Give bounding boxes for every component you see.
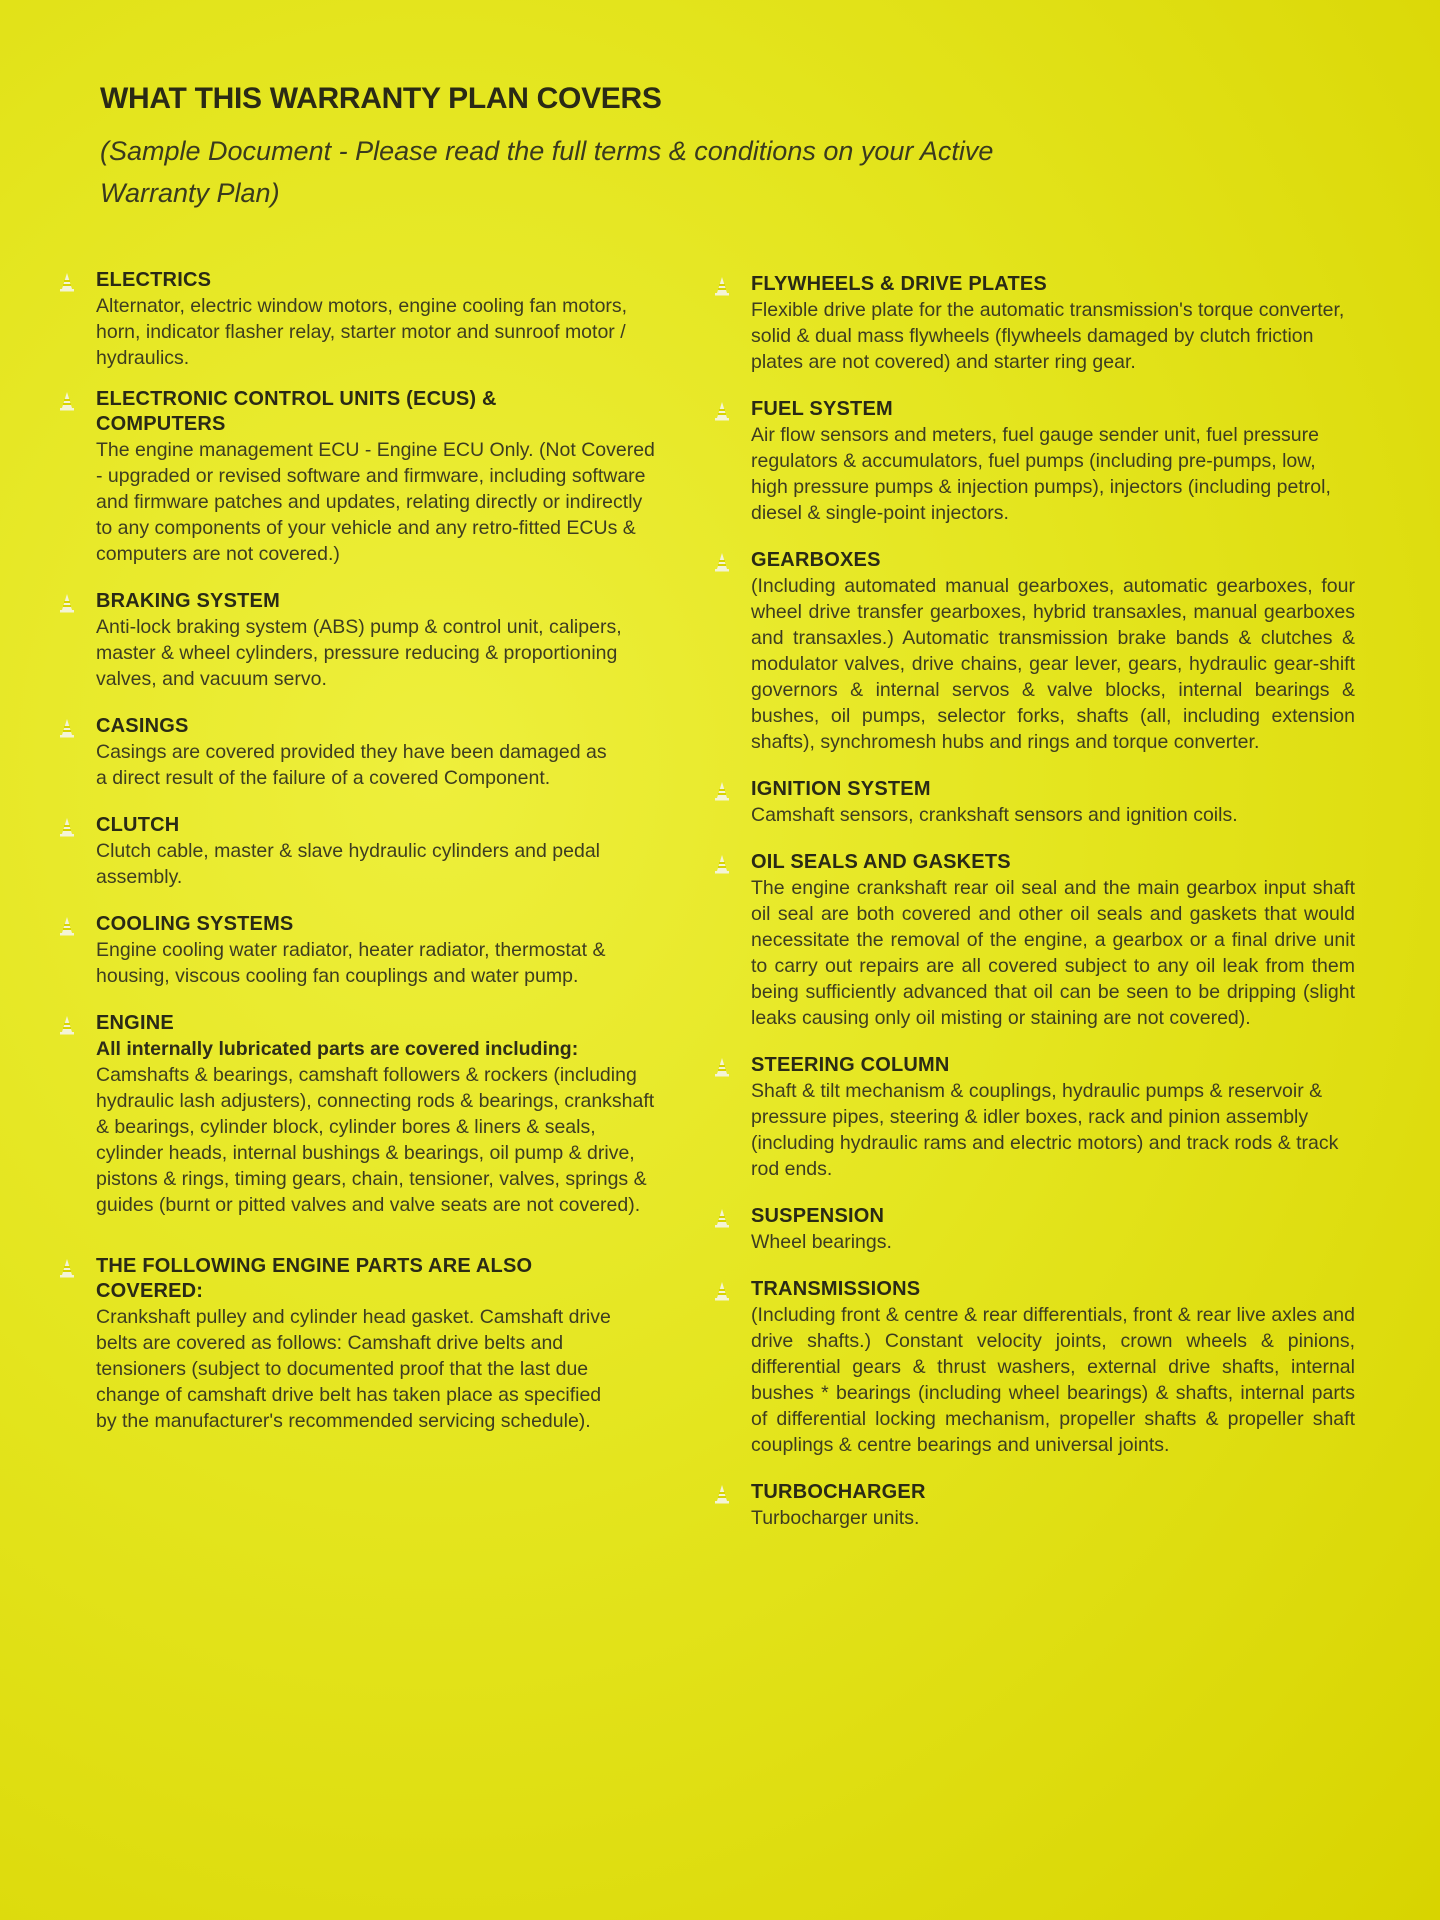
section-body: Air flow sensors and meters, fuel gauge sender unit, fuel pressure regulators & accumulators, fuel pumps (including pre-pumps, low, high pressure pumps & injection pumps), injectors (including petrol, diesel & single-point injectors. <box>751 424 1331 524</box>
section-title: OIL SEALS AND GASKETS <box>751 851 1011 873</box>
section-body <box>96 1036 656 1218</box>
section-title: SUSPENSION <box>751 1205 885 1227</box>
cone-bullet-icon <box>713 1281 731 1301</box>
section-body: Crankshaft pulley and cylinder head gasket. Camshaft drive belts are covered as follows: Camshaft drive belts and tensioners (subject to documented proof that the last due change of camshaft drive belt has taken place as specified by the manufacturer's recommended servicing schedule). <box>96 1306 611 1432</box>
section-gearboxes <box>705 548 1355 755</box>
section-body: Alternator, electric window motors, engine cooling fan motors, horn, indicator flasher relay, starter motor and sunroof motor / hydraulics. <box>96 295 628 369</box>
page-title: WHAT THIS WARRANTY PLAN COVERS <box>100 82 662 115</box>
cone-bullet-icon <box>713 1208 731 1228</box>
section-title: TRANSMISSIONS <box>751 1278 921 1300</box>
section-title: CASINGS <box>96 715 189 737</box>
cone-bullet-icon <box>713 401 731 421</box>
section-body: Flexible drive plate for the automatic transmission's torque converter, solid & dual mass flywheels (flywheels damaged by clutch friction plates are not covered) and starter ring gear. <box>751 299 1345 373</box>
cone-bullet-icon <box>58 272 76 292</box>
section-body: The engine crankshaft rear oil seal and the main gearbox input shaft oil seal are both covered and other oil seals and gaskets that would necessitate the removal of the engine, a gearbox or a final drive unit to carry out repairs are all covered subject to any oil leak from them being sufficiently advanced that oil can be seen to be dripping (slight leaks causing only oil misting or staining are not covered). <box>751 877 1355 1029</box>
cone-bullet-icon <box>58 391 76 411</box>
section-title: IGNITION SYSTEM <box>751 778 931 800</box>
section-ignition-system <box>705 777 1355 828</box>
document-header <box>100 82 1100 214</box>
section-electrics <box>50 268 660 371</box>
section-body: Anti-lock braking system (ABS) pump & control unit, calipers, master & wheel cylinders, pressure reducing & proportioning valves, and vacuum servo. <box>96 616 622 690</box>
section-fuel-system <box>705 397 1355 526</box>
cone-bullet-icon <box>58 916 76 936</box>
cone-bullet-icon <box>58 593 76 613</box>
section-body: Engine cooling water radiator, heater radiator, thermostat & housing, viscous cooling fan couplings and water pump. <box>96 939 606 987</box>
engine-body-text: Camshafts & bearings, camshaft followers & rockers (including hydraulic lash adjusters), connecting rods & bearings, crankshaft & bearings, cylinder block, cylinder bores & liners & seals, cylinder heads, internal bushings & bearings, oil pump & drive, pistons & rings, timing gears, chain, tensioner, valves, springs & guides (burnt or pitted valves and valve seats are not covered). <box>96 1064 655 1216</box>
section-suspension <box>705 1204 1355 1255</box>
cone-bullet-icon <box>58 817 76 837</box>
cone-bullet-icon <box>58 1015 76 1035</box>
section-casings <box>50 714 660 791</box>
page-subtitle: (Sample Document - Please read the full terms & conditions on your Active Warranty Plan) <box>100 136 994 208</box>
section-title: ENGINE <box>96 1012 174 1034</box>
section-clutch <box>50 813 660 890</box>
section-title: CLUTCH <box>96 814 180 836</box>
cone-bullet-icon <box>58 718 76 738</box>
cone-bullet-icon <box>713 781 731 801</box>
section-title: FLYWHEELS & DRIVE PLATES <box>751 273 1047 295</box>
section-title: GEARBOXES <box>751 549 881 571</box>
engine-lead-text: All internally lubricated parts are covered including: <box>96 1038 579 1060</box>
section-steering-column <box>705 1053 1355 1182</box>
section-body: (Including front & centre & rear differentials, front & rear live axles and drive shafts.) Constant velocity joints, crown wheels & pinions, differential gears & thrust washers, external drive shafts, internal bushes * bearings (including wheel bearings) & shafts, internal parts of differential locking mechanism, propeller shafts & propeller shaft couplings & centre bearings and universal joints. <box>751 1304 1355 1456</box>
section-body: Camshaft sensors, crankshaft sensors and ignition coils. <box>751 804 1238 826</box>
cone-bullet-icon <box>58 1258 76 1278</box>
cone-bullet-icon <box>713 1057 731 1077</box>
section-braking-system <box>50 589 660 692</box>
section-ecus <box>50 387 660 567</box>
section-cooling-systems <box>50 912 660 989</box>
section-body: Wheel bearings. <box>751 1231 892 1253</box>
section-body: Turbocharger units. <box>751 1507 920 1529</box>
section-title: COOLING SYSTEMS <box>96 913 294 935</box>
section-title: ELECTRONIC CONTROL UNITS (ECUS) & COMPUTERS <box>96 388 497 435</box>
section-title: FUEL SYSTEM <box>751 398 893 420</box>
section-flywheels <box>705 272 1355 375</box>
right-column <box>705 272 1355 1531</box>
section-body: The engine management ECU - Engine ECU Only. (Not Covered - upgraded or revised software and firmware, including software and firmware patches and updates, relating directly or indirectly to any components of your vehicle and any retro-fitted ECUs & computers are not covered.) <box>96 439 655 565</box>
section-title: BRAKING SYSTEM <box>96 590 280 612</box>
section-title: ELECTRICS <box>96 269 212 291</box>
section-transmissions <box>705 1277 1355 1458</box>
section-title: THE FOLLOWING ENGINE PARTS ARE ALSO COVERED: <box>96 1255 533 1302</box>
section-engine-also-covered <box>50 1254 660 1434</box>
cone-bullet-icon <box>713 276 731 296</box>
section-body: Casings are covered provided they have been damaged as a direct result of the failure of a covered Component. <box>96 741 607 789</box>
section-oil-seals <box>705 850 1355 1031</box>
left-column <box>50 268 660 1434</box>
section-title: TURBOCHARGER <box>751 1481 926 1503</box>
cone-bullet-icon <box>713 1484 731 1504</box>
cone-bullet-icon <box>713 854 731 874</box>
section-body: Clutch cable, master & slave hydraulic cylinders and pedal assembly. <box>96 840 601 888</box>
section-engine <box>50 1011 660 1218</box>
section-turbocharger <box>705 1480 1355 1531</box>
section-body: (Including automated manual gearboxes, automatic gearboxes, four wheel drive transfer gearboxes, hybrid transaxles, manual gearboxes and transaxles.) Automatic transmission brake bands & clutches & modulator valves, drive chains, gear lever, gears, hydraulic gear-shift governors & internal servos & valve blocks, internal bearings & bushes, oil pumps, selector forks, shafts (all, including extension shafts), synchromesh hubs and rings and torque converter. <box>751 575 1355 753</box>
section-body: Shaft & tilt mechanism & couplings, hydraulic pumps & reservoir & pressure pipes, steering & idler boxes, rack and pinion assembly (including hydraulic rams and electric motors) and track rods & track rod ends. <box>751 1080 1339 1180</box>
cone-bullet-icon <box>713 552 731 572</box>
section-title: STEERING COLUMN <box>751 1054 950 1076</box>
